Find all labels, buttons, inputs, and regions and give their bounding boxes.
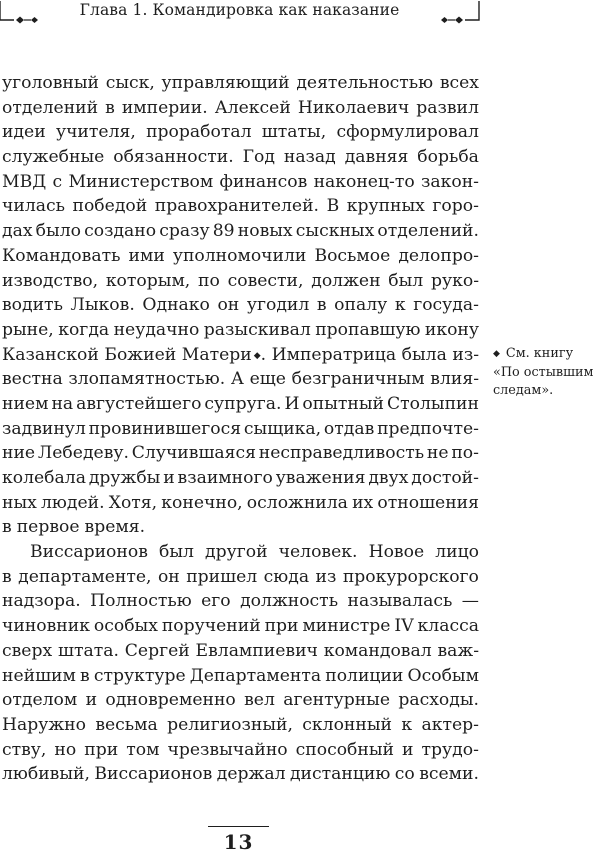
text-line: рыне, когда неудачно разыскивал пропавшую икону <box>2 319 479 340</box>
sidenote-line-1: ◆ См. книгу <box>493 346 574 361</box>
text-line: колебала дружбы и взаимного уважения двух достой- <box>2 468 479 488</box>
page-number: 13 <box>223 830 254 854</box>
footnote-marker-icon: ◆ <box>253 350 261 361</box>
text-line: дах было создано сразу 89 новых сыскных отделений. <box>2 221 479 242</box>
text-line: водить Лыков. Однако он угодил в опалу к госуда- <box>2 295 479 316</box>
text-line: ных людей. Хотя, конечно, осложнила их отношения <box>2 492 479 513</box>
text-line: отделений в империи. Алексей Николаевич развил <box>2 97 479 118</box>
sidenote <box>493 345 596 400</box>
text-line: в департаменте, он пришел сюда из прокурорского <box>2 566 479 587</box>
text-line: в первое время. <box>2 517 146 538</box>
text-line: Виссарионов был другой человек. Новое лицо <box>30 542 479 563</box>
folio-rule <box>208 826 269 827</box>
text-line: уголовный сыск, управляющий деятельностью всех <box>2 73 479 93</box>
text-line: МВД с Министерством финансов наконец-то закон- <box>2 171 479 192</box>
text-line: сверх штата. Сергей Евлампиевич командовал важ- <box>2 640 479 661</box>
text-line: вестна злопамятностью. А еще безграничным влия- <box>2 369 479 390</box>
text-line: Наружно весьма религиозный, склонный к актер- <box>2 714 479 735</box>
body-text <box>2 71 479 787</box>
text-line: Казанской Божией Матери ◆. Императрица была из- <box>2 344 479 365</box>
text-line: изводство, которым, по совести, должен был руко- <box>2 270 479 291</box>
text-line: ние Лебедеву. Случившаяся несправедливость не по- <box>2 443 479 464</box>
text-line: любивый, Виссарионов держал дистанцию со всеми. <box>2 764 479 785</box>
sidenote-line-3: следам». <box>493 383 554 398</box>
text-line: нейшим в структуре Департамента полиции Особым <box>2 665 479 686</box>
text-line: служебные обязанности. Год назад давняя борьба <box>2 147 479 168</box>
text-line: чиновник особых поручений при министре IV класса <box>2 616 479 637</box>
chapter-title: Глава 1. Командировка как наказание <box>79 1 400 19</box>
footnote-marker-icon: ◆ <box>493 349 500 359</box>
text-line: отделом и одновременно вел агентурные расходы. <box>2 690 479 711</box>
text-line: чилась победой правохранителей. В крупных горо- <box>2 196 479 217</box>
text-line: нием на августейшего супруга. И опытный Столыпин <box>2 393 479 414</box>
text-line: надзора. Полностью его должность называлась — <box>2 591 479 612</box>
text-line: идеи учителя, проработал штаты, сформулировал <box>2 122 479 143</box>
text-line: Командовать ими уполномочили Восьмое делопро- <box>2 245 479 266</box>
text-line: ству, но при том чрезвычайно способный и трудо- <box>2 739 479 760</box>
text-line: задвинул провинившегося сыщика, отдав предпочте- <box>2 418 479 439</box>
sidenote-line-2: «По остывшим <box>493 365 594 380</box>
running-header <box>0 0 479 28</box>
